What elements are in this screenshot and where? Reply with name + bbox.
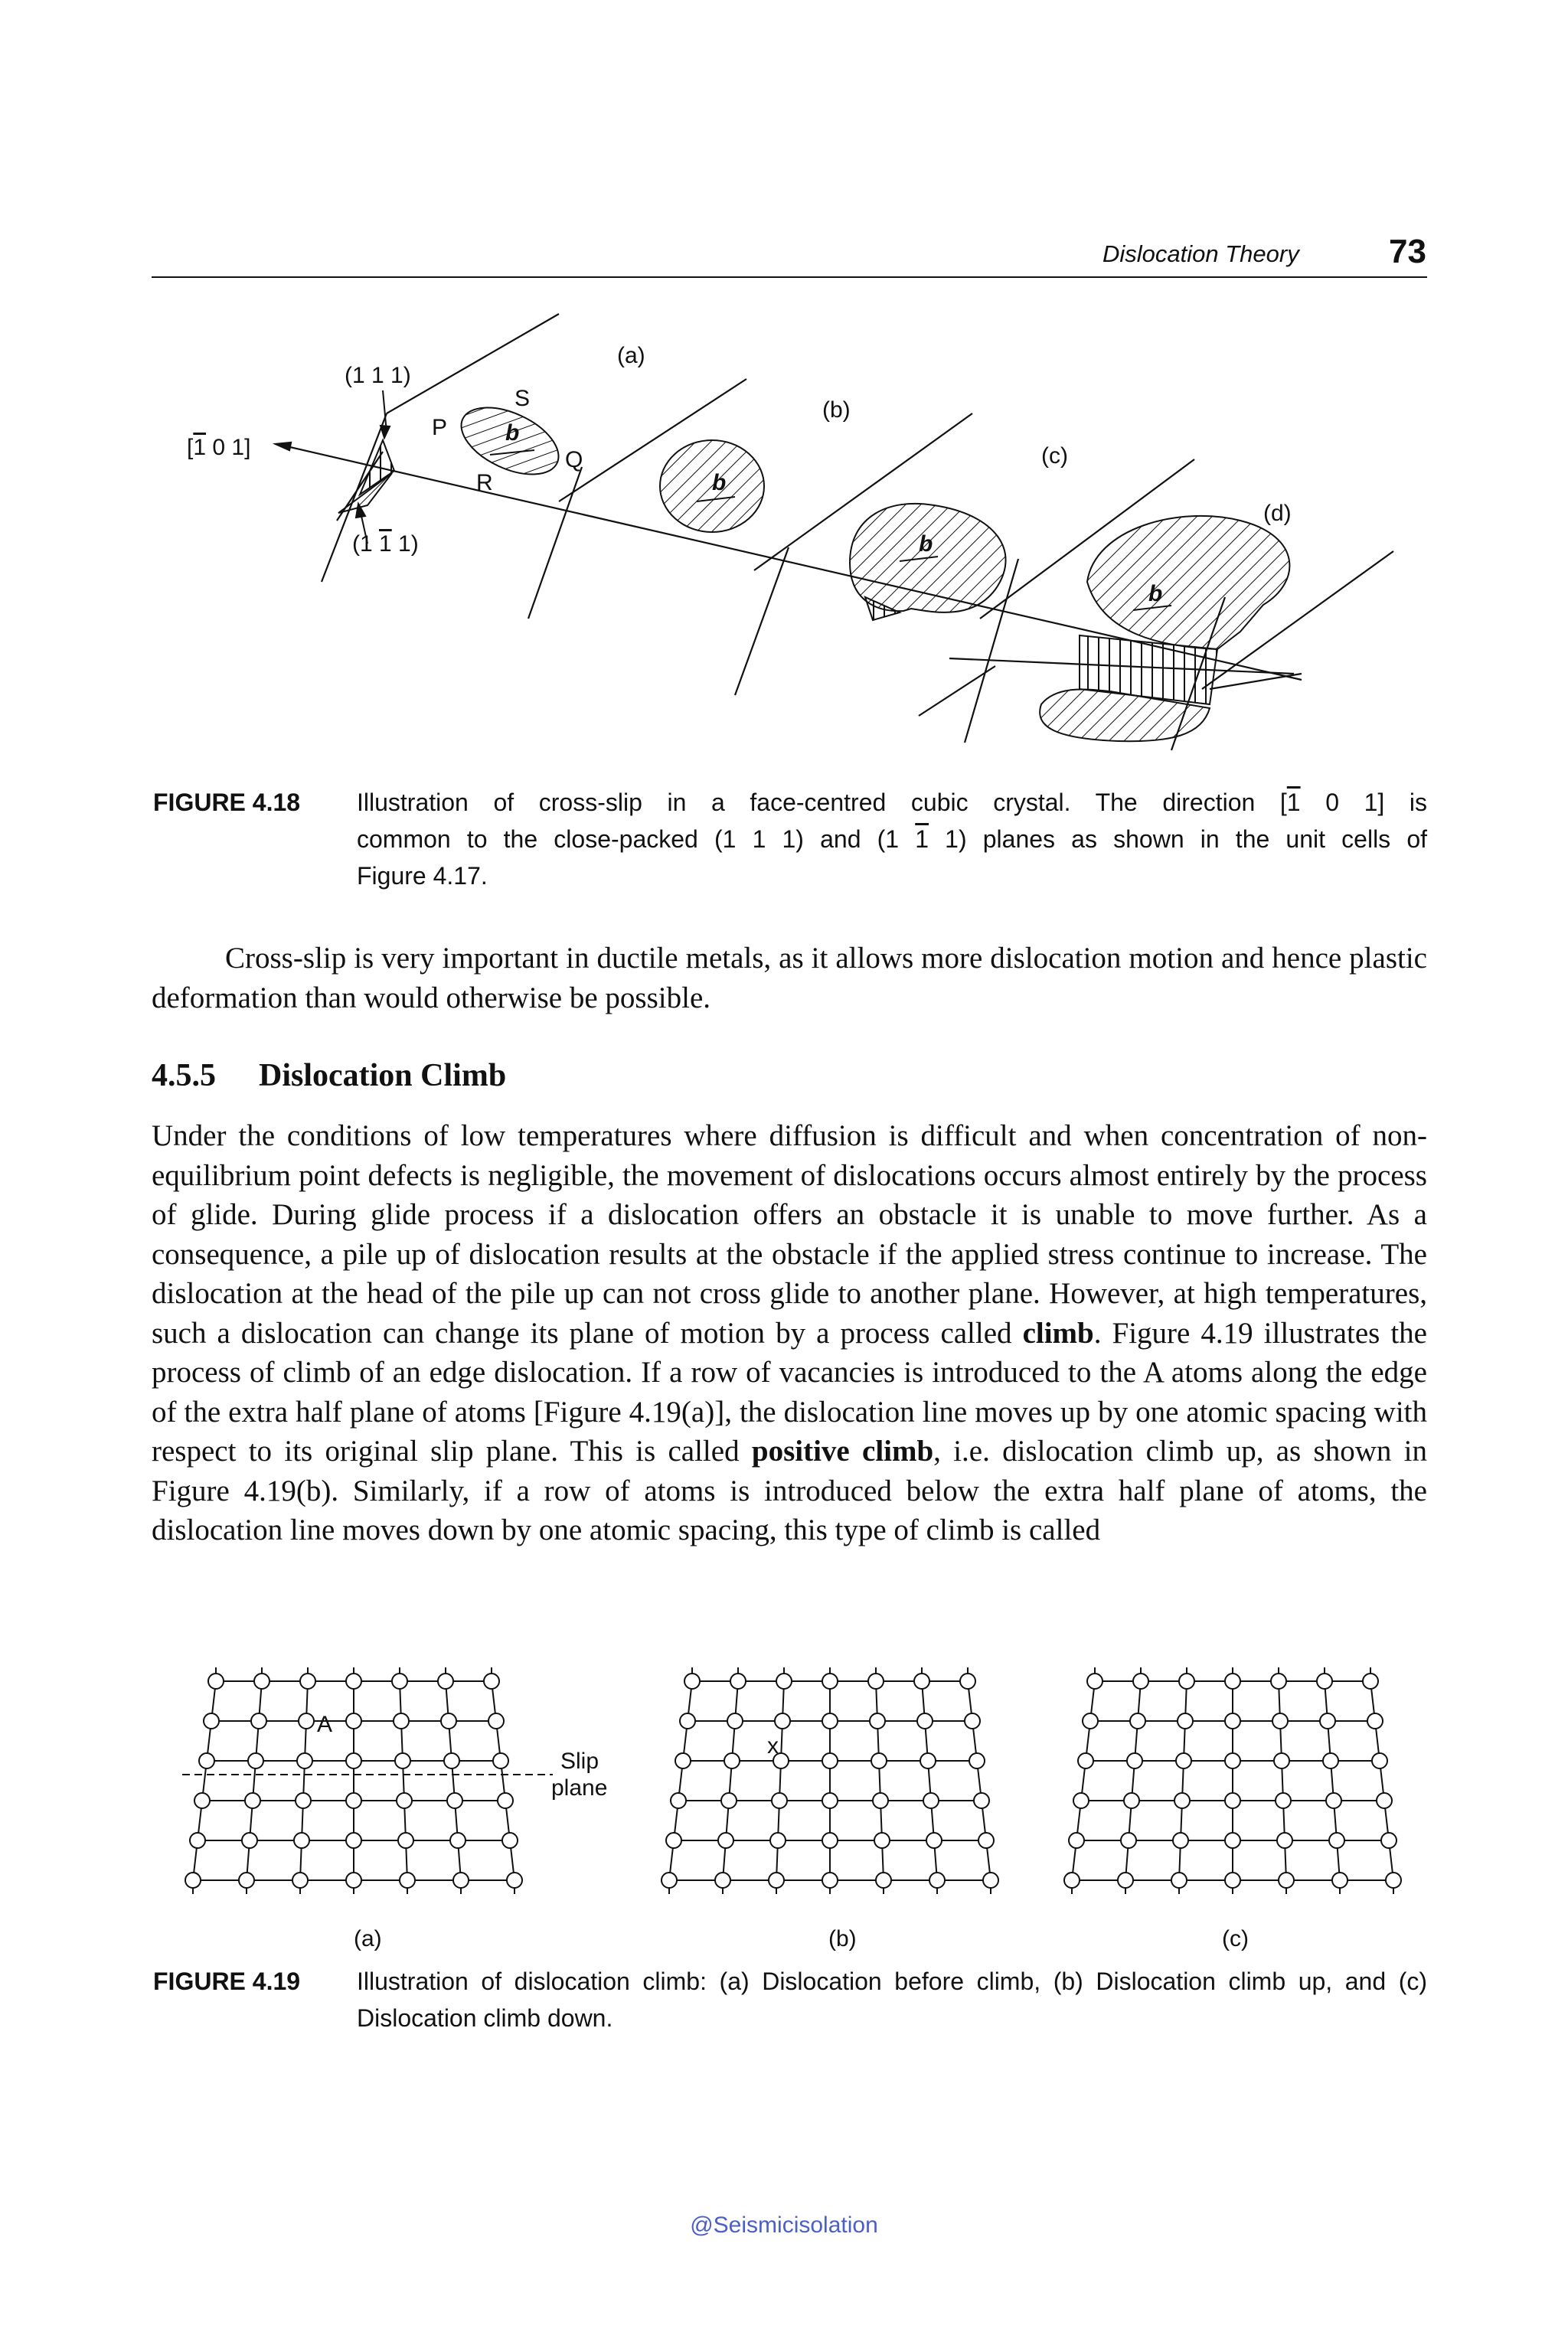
atom: [730, 1674, 746, 1689]
atom: [395, 1753, 410, 1768]
atom: [822, 1793, 838, 1808]
atom: [397, 1793, 412, 1808]
atom: [1064, 1873, 1080, 1888]
atom: [438, 1674, 453, 1689]
atom: [1073, 1793, 1089, 1808]
atom: [876, 1873, 891, 1888]
atom: [190, 1833, 205, 1848]
atom: [488, 1713, 504, 1729]
atom: [297, 1753, 312, 1768]
atom: [868, 1674, 884, 1689]
atom: [871, 1753, 887, 1768]
atom: [680, 1713, 695, 1729]
atom: [1274, 1753, 1289, 1768]
atom: [400, 1873, 415, 1888]
atom: [300, 1674, 315, 1689]
figure-4-18-caption: Illustration of cross-slip in a face-centred cubic crystal. The direction [1 0 1] is common to the close-packed (1 1 1) and (1 1 1) planes as shown in the unit cells of Figure 4.17.: [357, 789, 1427, 890]
atom: [346, 1833, 361, 1848]
atom: [1225, 1873, 1240, 1888]
atom: [1225, 1793, 1240, 1808]
vacancy-x-label: x: [767, 1733, 779, 1759]
atom: [721, 1793, 737, 1808]
plane-1-bar1-1-label: (1 1 1): [352, 531, 419, 557]
paragraph-cross-slip: Cross-slip is very important in ductile metals, as it allows more dislocation motion and hence plastic deformation than would otherwise be possible.: [152, 942, 1427, 1014]
atom: [1225, 1674, 1240, 1689]
atom: [926, 1833, 942, 1848]
atom: [346, 1753, 361, 1768]
atom: [450, 1833, 466, 1848]
atom: [715, 1873, 730, 1888]
atom: [204, 1713, 219, 1729]
atom: [1320, 1713, 1335, 1729]
watermark: @Seismicisolation: [690, 2213, 878, 2238]
atom: [1386, 1873, 1401, 1888]
atom: [199, 1753, 214, 1768]
figure-4-19-label: FIGURE 4.19: [153, 1968, 301, 1995]
atom: [1377, 1793, 1392, 1808]
atom: [208, 1674, 224, 1689]
atom: [1323, 1753, 1338, 1768]
atom: [245, 1793, 260, 1808]
atom: [346, 1674, 361, 1689]
figure-4-18-diagram: [0, 291, 1568, 781]
atom: [444, 1753, 459, 1768]
atom: [498, 1793, 513, 1808]
panel-a-label: (a): [354, 1926, 382, 1951]
atom: [1174, 1793, 1190, 1808]
panel-c-label: (c): [1222, 1926, 1249, 1951]
atom: [299, 1713, 314, 1729]
atom: [914, 1674, 929, 1689]
atom: [684, 1674, 700, 1689]
atom: [675, 1753, 691, 1768]
atom: [1133, 1674, 1148, 1689]
atom: [185, 1873, 201, 1888]
atom: [1279, 1873, 1294, 1888]
atom: [974, 1793, 989, 1808]
atom: [772, 1793, 787, 1808]
panel-d-label: (d): [1263, 501, 1292, 526]
burgers-vector-label-d: b: [1148, 581, 1163, 606]
atom: [392, 1674, 407, 1689]
burgers-vector-label-c: b: [919, 531, 933, 557]
atom: [398, 1833, 413, 1848]
atom: [502, 1833, 518, 1848]
atom: [1277, 1833, 1292, 1848]
atom: [1179, 1674, 1194, 1689]
atom: [1087, 1674, 1102, 1689]
atom: [874, 1833, 890, 1848]
direction-label: [1 0 1]: [187, 435, 251, 460]
atom: [1329, 1833, 1344, 1848]
atom: [484, 1674, 499, 1689]
atom: [769, 1873, 784, 1888]
atom: [969, 1753, 985, 1768]
atom: [194, 1793, 210, 1808]
atom: [960, 1674, 975, 1689]
atom: [978, 1833, 994, 1848]
atom: [453, 1873, 469, 1888]
atom: [822, 1873, 838, 1888]
atom: [1118, 1873, 1133, 1888]
atom: [662, 1873, 677, 1888]
point-p-label: P: [432, 415, 448, 440]
atom: [1130, 1713, 1145, 1729]
atom: [1271, 1674, 1286, 1689]
atom: [1225, 1713, 1240, 1729]
panel-a-label: (a): [617, 343, 645, 368]
atom: [923, 1793, 939, 1808]
plane-label: plane: [551, 1775, 608, 1801]
atom: [1381, 1833, 1396, 1848]
atom: [1225, 1753, 1240, 1768]
atom: [1121, 1833, 1136, 1848]
atom: [1367, 1713, 1383, 1729]
atom: [775, 1713, 790, 1729]
atom: [776, 1674, 792, 1689]
atom: [248, 1753, 263, 1768]
atom: [727, 1713, 743, 1729]
paragraph-dislocation-climb: Under the conditions of low temperatures where diffusion is difficult and when concentration of non-equilibrium point defects is negligible, the movement of dislocations occurs almost entirely by the process of glide. During glide process if a dislocation offers an obstacle it is unable to move further. As a consequence, a pile up of dislocation results at the obstacle if the applied stress continue to increase. The dislocation at the head of the pile up can not cross glide to another plane. However, at high temperatures, such a dislocation can change its plane of motion by a process called climb. Figure 4.19 illustrates the process of climb of an edge dislocation. If a row of vacancies is introduced to the A atoms along the edge of the extra half plane of atoms [Figure 4.19(a)], the dislocation line moves up by one atomic spacing with respect to its original slip plane. This is called positive climb, i.e. dislocation climb up, as shown in Figure 4.19(b). Similarly, if a row of atoms is introduced below the extra half plane of atoms, the dislocation line moves down by one atomic spacing, this type of climb is called: [152, 1119, 1428, 1546]
atom: [346, 1793, 361, 1808]
page-number: 73: [1389, 233, 1426, 270]
figure-4-19-caption: Illustration of dislocation climb: (a) Dislocation before climb, (b) Dislocation climb up, and (c) Dislocation climb down.: [357, 1968, 1427, 2032]
atom: [346, 1873, 361, 1888]
atom: [294, 1833, 309, 1848]
atom: [1317, 1674, 1332, 1689]
atom: [870, 1713, 885, 1729]
burgers-vector-label-a: b: [505, 420, 520, 446]
atom: [441, 1713, 456, 1729]
figure-4-18-label: FIGURE 4.18: [153, 789, 301, 816]
running-header-title: Dislocation Theory: [1102, 240, 1299, 267]
atom: [671, 1793, 686, 1808]
atom: [770, 1833, 786, 1848]
atom: [920, 1753, 936, 1768]
atom: [1326, 1793, 1341, 1808]
atom: [296, 1793, 311, 1808]
point-q-label: Q: [565, 447, 583, 472]
atom: [1276, 1793, 1291, 1808]
atom: [447, 1793, 462, 1808]
atom: [965, 1713, 980, 1729]
atom: [917, 1713, 933, 1729]
atom: [507, 1873, 522, 1888]
atom: [1225, 1833, 1240, 1848]
atom: [1332, 1873, 1348, 1888]
atom: [1124, 1793, 1139, 1808]
atom: [724, 1753, 740, 1768]
header-rule: [152, 276, 1427, 278]
atom: [346, 1713, 361, 1729]
atom: [1272, 1713, 1288, 1729]
atom: [1176, 1753, 1191, 1768]
point-s-label: S: [514, 386, 531, 411]
atom: [1127, 1753, 1142, 1768]
atom: [822, 1713, 838, 1729]
atom: [666, 1833, 681, 1848]
burgers-vector-label-b: b: [712, 470, 727, 495]
panel-b-label: (b): [822, 397, 851, 423]
atom: [1171, 1873, 1187, 1888]
atom: [1178, 1713, 1193, 1729]
atom: [1069, 1833, 1084, 1848]
atom: [822, 1833, 838, 1848]
atom: [822, 1753, 838, 1768]
atom: [493, 1753, 508, 1768]
atom: [251, 1713, 266, 1729]
atom-a-label: A: [317, 1712, 333, 1737]
atom: [1078, 1753, 1093, 1768]
atom: [1083, 1713, 1098, 1729]
section-heading: 4.5.5 Dislocation Climb: [152, 1058, 507, 1093]
atom: [292, 1873, 308, 1888]
atom: [1363, 1674, 1378, 1689]
atom: [394, 1713, 409, 1729]
atom: [1372, 1753, 1387, 1768]
atom: [254, 1674, 270, 1689]
plane-111-label: (1 1 1): [345, 363, 411, 388]
panel-c-label: (c): [1041, 443, 1068, 469]
figure-4-19-diagram: [0, 1623, 1568, 2021]
atom: [929, 1873, 945, 1888]
atom: [718, 1833, 733, 1848]
atom: [1173, 1833, 1188, 1848]
atom: [822, 1674, 838, 1689]
slip-label: Slip: [560, 1749, 599, 1774]
atom: [242, 1833, 257, 1848]
point-r-label: R: [476, 470, 493, 495]
panel-b-label: (b): [828, 1926, 857, 1951]
atom: [873, 1793, 888, 1808]
atom: [239, 1873, 254, 1888]
atom: [983, 1873, 998, 1888]
